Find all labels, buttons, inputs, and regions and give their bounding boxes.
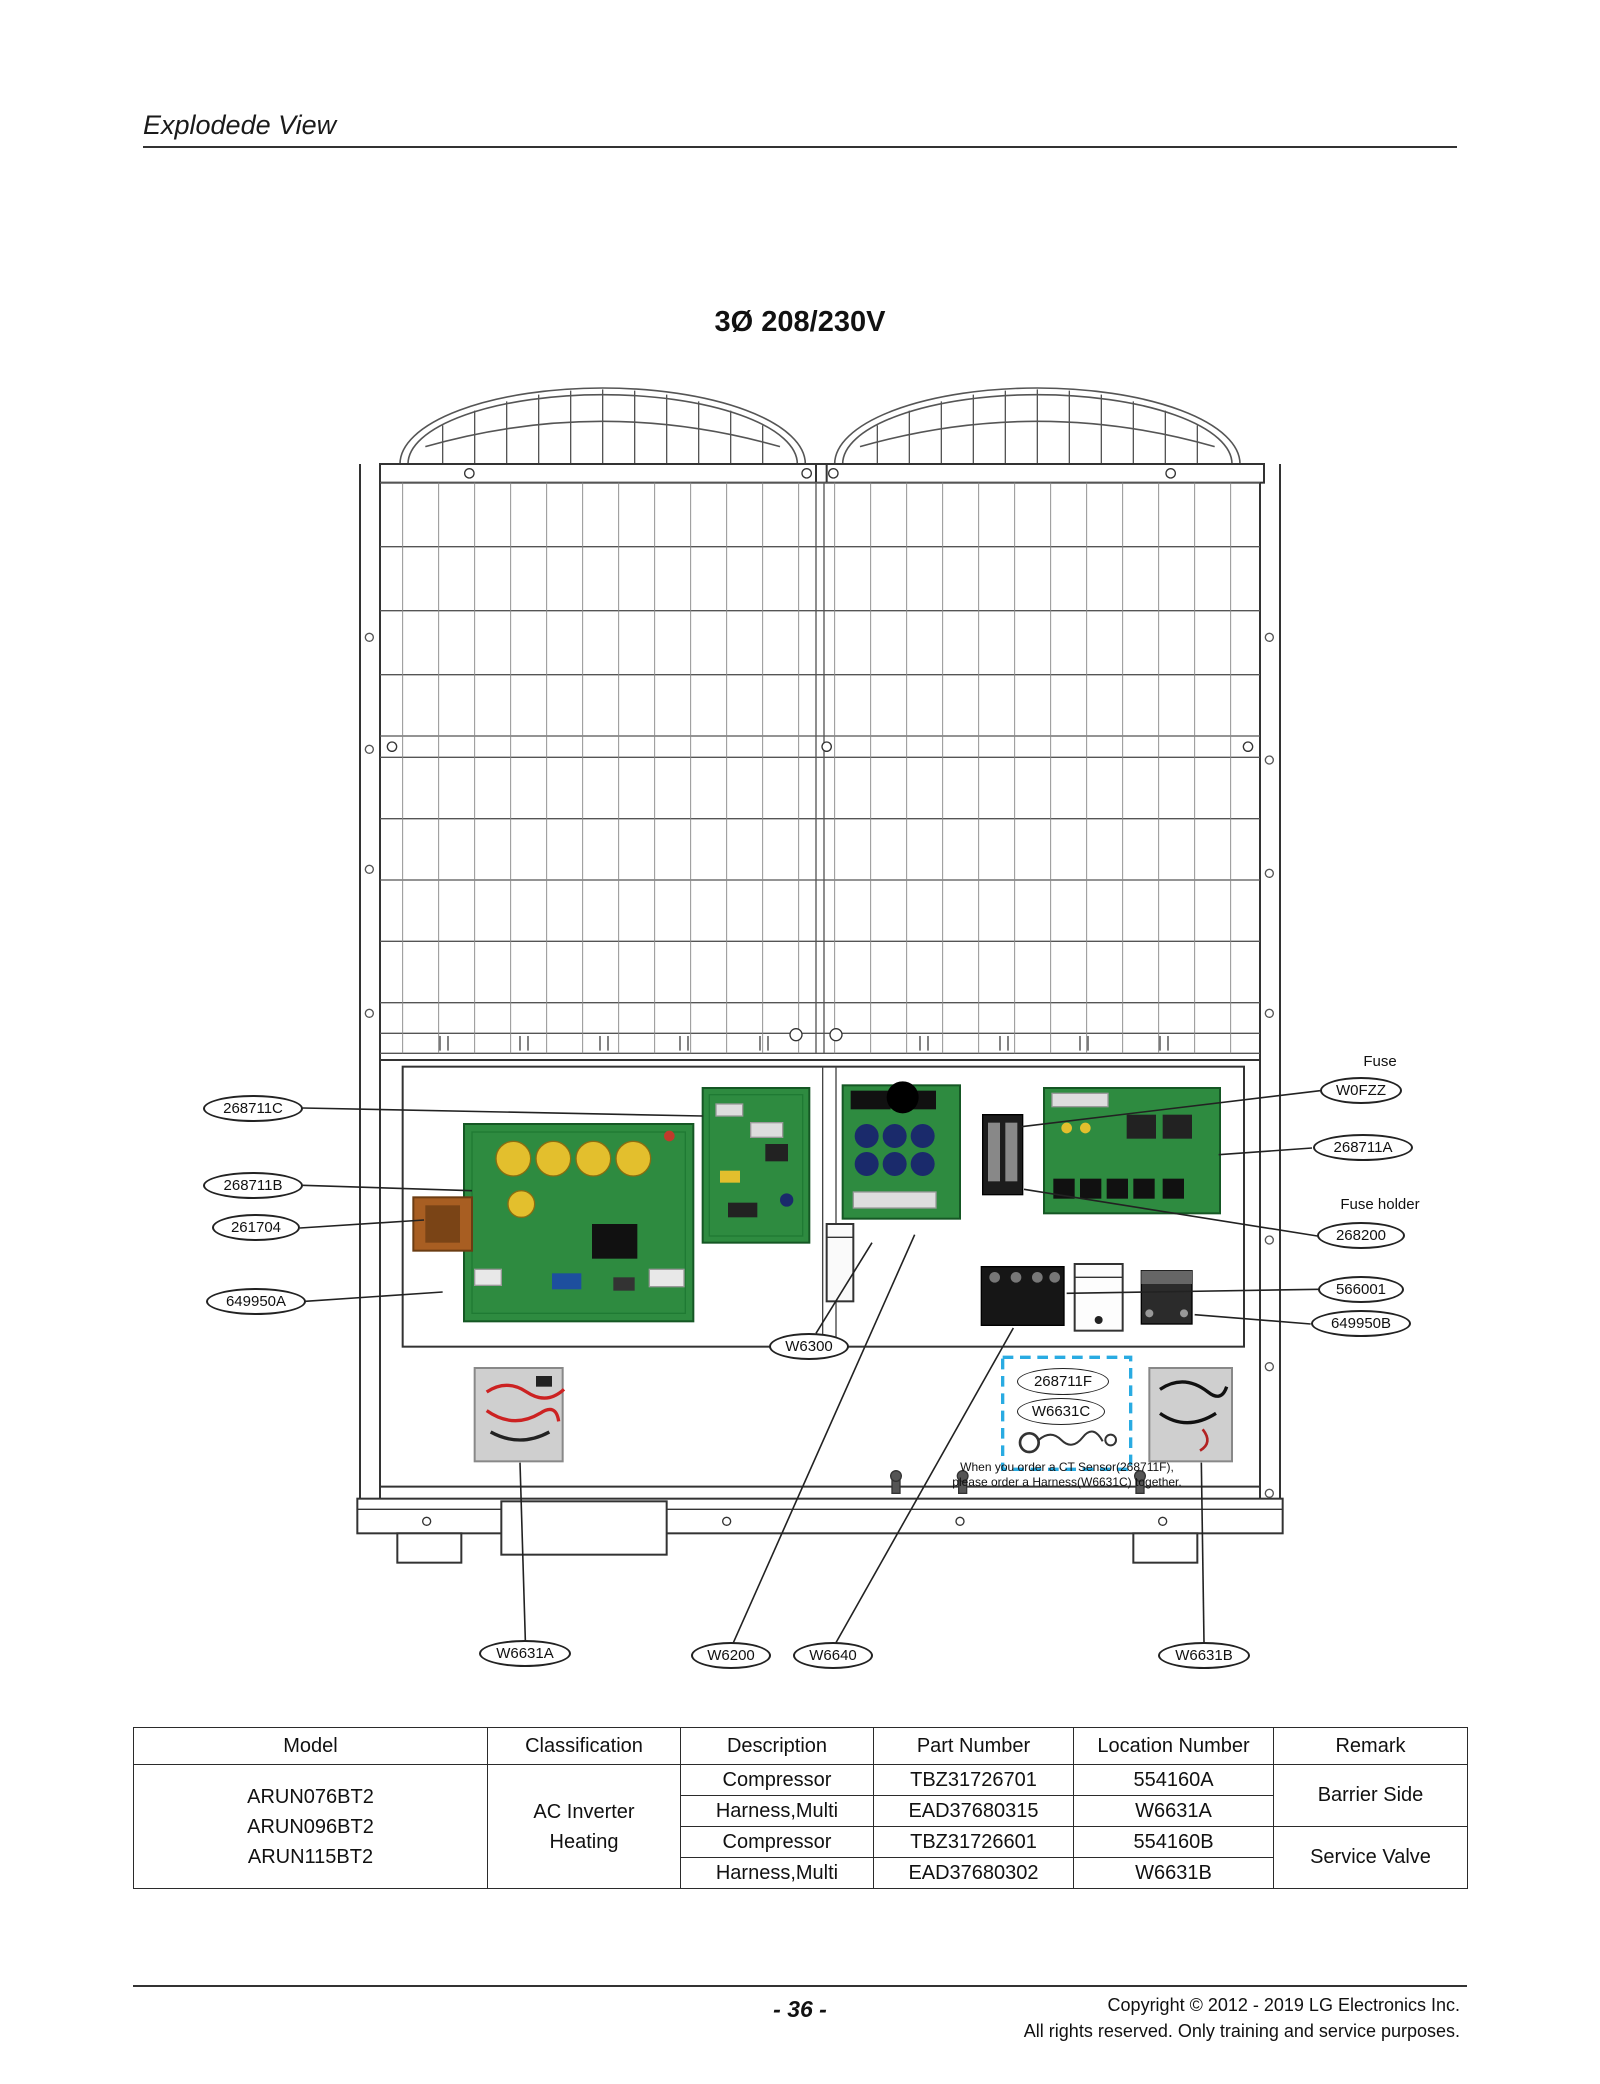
classification-cell (488, 1765, 681, 1889)
fan-grille-left (400, 388, 805, 464)
fuse-holder-block (983, 1115, 1023, 1195)
table-row (134, 1765, 1468, 1796)
callout-w6640: W6640 (793, 1642, 873, 1669)
callout-268711F: 268711F (1017, 1368, 1109, 1395)
fan-grille-right (835, 388, 1240, 464)
description-cell: Harness,Multi (681, 1858, 874, 1889)
base-rail (357, 1487, 1282, 1563)
harness-w6631b (1149, 1368, 1232, 1461)
location-number-cell: W6631B (1074, 1858, 1274, 1889)
pcb-268711B (464, 1124, 693, 1321)
page-number: - 36 - (773, 1996, 827, 2022)
model-line: ARUN076BT2 (247, 1785, 374, 1808)
callout-w6200: W6200 (691, 1642, 771, 1669)
col-header-model: Model (134, 1728, 488, 1765)
callout-649950B: 649950B (1311, 1310, 1411, 1337)
model-line: ARUN096BT2 (247, 1815, 374, 1838)
transformer-261704 (413, 1197, 472, 1250)
harness-w6631a (475, 1368, 564, 1461)
model-line: ARUN115BT2 (247, 1845, 374, 1868)
col-header-part-number: Part Number (874, 1728, 1074, 1765)
fan-motor (887, 1081, 919, 1113)
col-header-description: Description (681, 1728, 874, 1765)
fuse-holder-label: Fuse holder (1340, 1196, 1420, 1213)
diagram-title: 3Ø 208/230V (714, 306, 886, 338)
ct-sensor-note (937, 1460, 1197, 1490)
callout-w6631b: W6631B (1158, 1642, 1250, 1669)
callout-268711B: 268711B (203, 1172, 303, 1199)
classification-line: AC Inverter (533, 1800, 635, 1823)
callout-268711A: 268711A (1313, 1134, 1413, 1161)
capacitor (827, 1224, 854, 1301)
callout-w0fzz: W0FZZ (1320, 1077, 1402, 1104)
page-header-title: Explodede View (143, 110, 337, 140)
terminal-block-566001 (981, 1267, 1064, 1326)
copyright-line1: Copyright © 2012 - 2019 LG Electronics Inc. (1107, 1995, 1460, 2015)
pcb-268711C (703, 1088, 810, 1243)
part-number-cell: TBZ31726601 (874, 1827, 1074, 1858)
fuse-label: Fuse (1363, 1053, 1397, 1070)
callout-261704: 261704 (212, 1214, 300, 1241)
callout-268200: 268200 (1317, 1222, 1405, 1249)
col-header-location-number: Location Number (1074, 1728, 1274, 1765)
contactor-649950B (1141, 1271, 1192, 1324)
remark-cell: Barrier Side (1274, 1765, 1468, 1827)
location-number-cell: W6631A (1074, 1796, 1274, 1827)
callout-w6631c: W6631C (1017, 1398, 1105, 1425)
model-cell (134, 1765, 488, 1889)
callout-649950A: 649950A (206, 1288, 306, 1315)
relay-box (1075, 1264, 1123, 1331)
callout-566001: 566001 (1318, 1276, 1404, 1303)
callout-268711C: 268711C (203, 1095, 303, 1122)
col-header-classification: Classification (488, 1728, 681, 1765)
table-header-row (134, 1728, 1468, 1765)
footer-rule (133, 1985, 1467, 1987)
callout-w6300: W6300 (769, 1333, 849, 1360)
callout-w6631a: W6631A (479, 1640, 571, 1667)
description-cell: Compressor (681, 1765, 874, 1796)
part-number-cell: EAD37680302 (874, 1858, 1074, 1889)
condenser-coil-grid (380, 483, 1260, 1054)
copyright-line2: All rights reserved. Only training and service purposes. (1023, 2021, 1460, 2041)
classification-line: Heating (549, 1830, 619, 1853)
remark-cell: Service Valve (1274, 1827, 1468, 1889)
pcb-268711A (1044, 1088, 1220, 1213)
copyright (860, 1992, 1460, 2044)
description-cell: Harness,Multi (681, 1796, 874, 1827)
col-header-remark: Remark (1274, 1728, 1468, 1765)
parts-table (133, 1727, 1468, 1889)
ct-sensor-note-line2: please order a Harness(W6631C) together. (952, 1475, 1182, 1489)
location-number-cell: 554160A (1074, 1765, 1274, 1796)
description-cell: Compressor (681, 1827, 874, 1858)
part-number-cell: TBZ31726701 (874, 1765, 1074, 1796)
ct-sensor-note-line1: When you order a CT Sensor(268711F), (960, 1460, 1174, 1474)
location-number-cell: 554160B (1074, 1827, 1274, 1858)
part-number-cell: EAD37680315 (874, 1796, 1074, 1827)
